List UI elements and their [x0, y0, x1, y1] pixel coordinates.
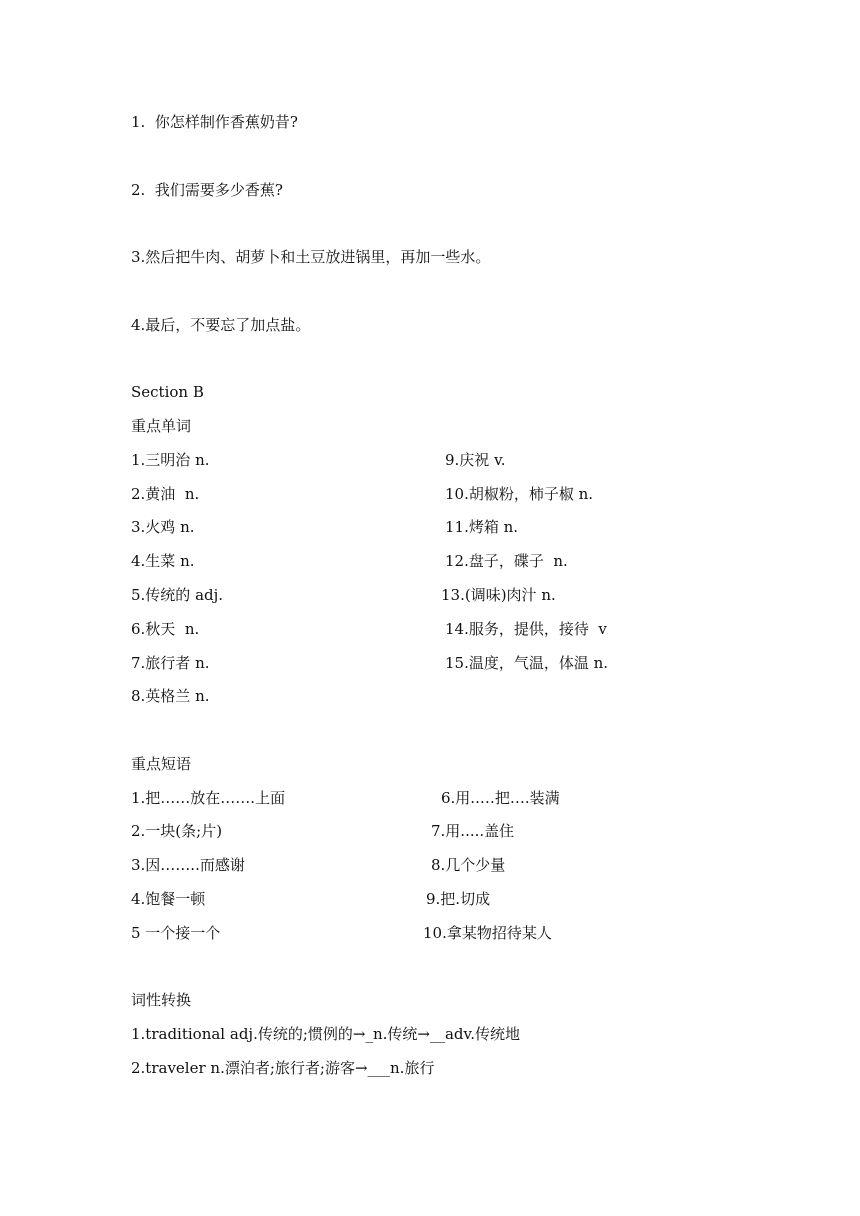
phrase-item: 8.几个少量	[431, 856, 506, 874]
vocab-item: 7.旅行者 n.	[131, 654, 210, 672]
word-form-item: 2.traveler n.漂泊者;旅行者;游客→___n.旅行	[131, 1059, 435, 1077]
vocab-item: 4.生菜 n.	[131, 552, 195, 570]
phrases-heading: 重点短语	[131, 755, 192, 773]
vocab-item: 10.胡椒粉，柿子椒 n.	[445, 485, 594, 503]
word-form-item: 1.traditional adj.传统的;惯例的→_n.传统→__adv.传统地	[131, 1025, 520, 1043]
vocab-item: 11.烤箱 n.	[445, 518, 519, 536]
vocab-item: 15.温度，气温，体温 n.	[445, 654, 609, 672]
sentence-4: 4.最后，不要忘了加点盐。	[131, 316, 311, 334]
vocab-item: 14.服务，提供，接待 v	[445, 620, 607, 638]
vocab-item: 3.火鸡 n.	[131, 518, 195, 536]
phrase-item: 10.拿某物招待某人	[423, 924, 552, 942]
phrase-item: 1.把……放在…….上面	[131, 789, 286, 807]
vocab-item: 2.黄油 n.	[131, 485, 200, 503]
vocab-item: 8.英格兰 n.	[131, 687, 210, 705]
phrase-item: 2.一块(条;片)	[131, 822, 223, 840]
phrase-item: 6.用..…把….装满	[441, 789, 560, 807]
phrase-item: 4.饱餐一顿	[131, 890, 206, 908]
phrase-item: 3.因……..而感谢	[131, 856, 245, 874]
sentence-2: 2. 我们需要多少香蕉?	[131, 181, 283, 199]
word-forms-heading: 词性转换	[131, 991, 192, 1009]
vocab-item: 9.庆祝 v.	[445, 451, 506, 469]
vocab-item: 12.盘子，碟子 n.	[445, 552, 568, 570]
phrase-item: 7.用.....盖住	[431, 822, 515, 840]
vocab-item: 6.秋天 n.	[131, 620, 200, 638]
section-title: Section B	[131, 383, 204, 401]
vocab-item: 5.传统的 adj.	[131, 586, 224, 604]
phrase-item: 5 一个接一个	[131, 924, 221, 942]
phrase-item: 9.把.切成	[426, 890, 491, 908]
sentence-1: 1. 你怎样制作香蕉奶昔?	[131, 113, 298, 131]
sentence-3: 3.然后把牛肉、胡萝卜和土豆放进锅里，再加一些水。	[131, 248, 491, 266]
vocab-item: 1.三明治 n.	[131, 451, 210, 469]
vocab-heading: 重点单词	[131, 417, 192, 435]
vocab-item: 13.(调味)肉汁 n.	[441, 586, 556, 604]
